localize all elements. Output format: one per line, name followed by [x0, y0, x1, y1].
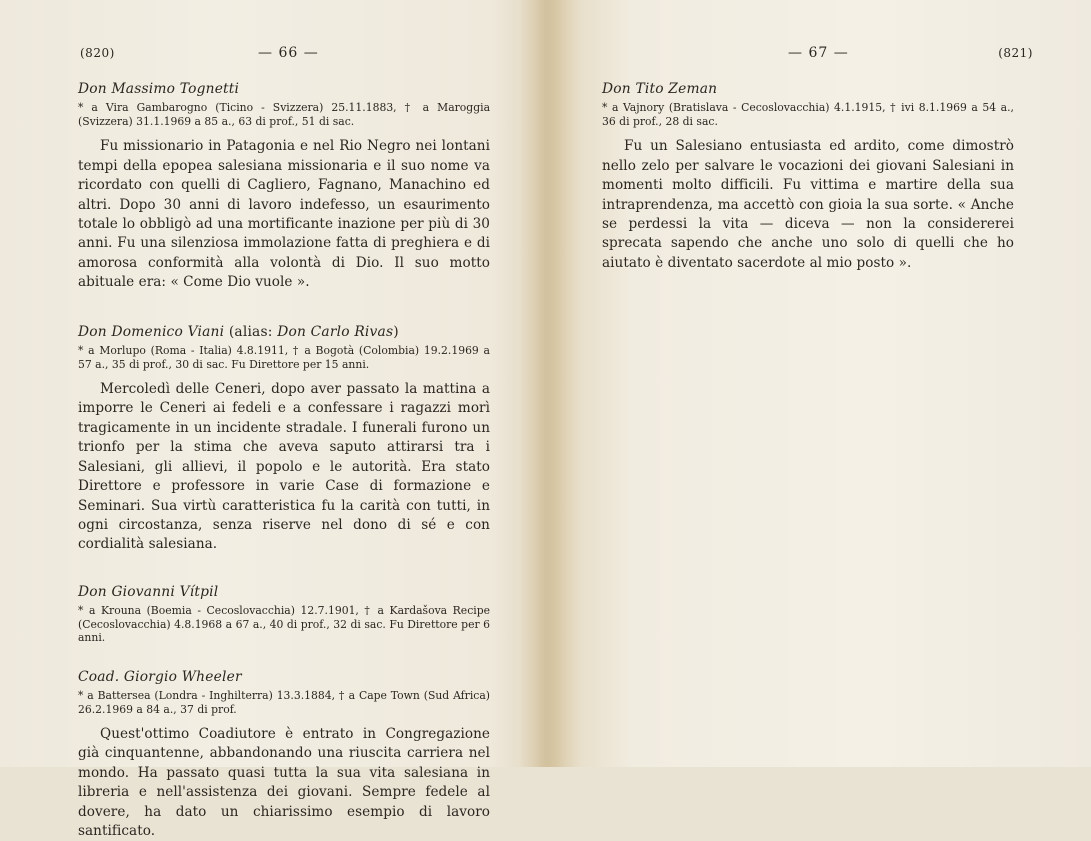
obituary-entry	[78, 583, 490, 645]
entry-body: Fu un Salesiano entusiasta ed ardito, come dimostrò nello zelo per salvare le vocazioni dei giovani Salesiani in momenti molto difficili. Fu vittima e martire della sua intraprendenza, ma accettò con gioia la sua sorte. « Anche se perdessi la vita — diceva — non la considererei sprecata sapendo che anche uno solo di quelli che ho aiutato è diventato sacerdote al mio posto ».	[602, 138, 1014, 271]
entry-name-alias-close: )	[393, 323, 399, 340]
entry-body: Fu missionario in Patagonia e nel Rio Negro nei lontani tempi della epopea salesiana missionaria e il suo nome va ricordato con quelli di Cagliero, Fagnano, Manachino ed altri. Dopo 30 anni di lavoro indefesso, un esaurimento totale lo obbligò ad una mortificante inazione per più di 30 anni. Fu una silenziosa immolazione fatta di preghiera e di amorosa conformità alla volontà di Dio. Il suo motto abituale era: « Come Dio vuole ».	[78, 138, 490, 291]
right-column	[602, 80, 1014, 273]
entry-name-alias: Don Carlo Rivas	[277, 323, 394, 340]
entry-name-main: Don Domenico Viani	[78, 323, 225, 340]
entry-name: Don Giovanni Vítpil	[78, 583, 219, 600]
entry-meta: * a Morlupo (Roma - Italia) 4.8.1911, † a Bogotà (Colombia) 19.2.1969 a 57 a., 35 di prof., 30 di sac. Fu Direttore per 15 anni.	[78, 344, 490, 371]
obituary-entry	[78, 668, 490, 841]
entry-name: Coad. Giorgio Wheeler	[78, 668, 242, 685]
obituary-entry	[78, 80, 490, 293]
entry-body: Mercoledì delle Ceneri, dopo aver passato la mattina a imporre le Ceneri ai fedeli e a confessare i ragazzi morì tragicamente in un incidente stradale. I funerali furono un trionfo per la stima che aveva saputo attirarsi tra i Salesiani, gli allievi, il popolo e le autorità. Era stato Direttore e professore in varie Case di formazione e Seminari. Sua virtù caratteristica fu la carità con tutti, in ogni circostanza, senza riserve nel dono di sé e con cordialità salesiana.	[78, 381, 490, 553]
obituary-entry	[78, 323, 490, 555]
entry-body: Quest'ottimo Coadiutore è entrato in Congregazione già cinquantenne, abbandonando una riuscita carriera nel mondo. Ha passato quasi tutta la sua vita salesiana in libreria e nell'assistenza dei giovani. Sempre fedele al dovere, ha dato un chiarissimo esempio di lavoro santificato.	[78, 726, 490, 840]
entry-name-alias-open: (alias:	[224, 323, 278, 340]
entry-meta: * a Vira Gambarogno (Ticino - Svizzera) 25.11.1883, † a Maroggia (Svizzera) 31.1.1969 a 85 a., 63 di prof., 51 di sac.	[78, 101, 490, 128]
right-folio: (821)	[998, 46, 1033, 60]
right-page-number: — 67 —	[788, 45, 849, 61]
entry-meta: * a Battersea (Londra - Inghilterra) 13.3.1884, † a Cape Town (Sud Africa) 26.2.1969 a 84 a., 37 di prof.	[78, 689, 490, 716]
left-folio: (820)	[80, 46, 115, 60]
entry-meta: * a Krouna (Boemia - Cecoslovacchia) 12.7.1901, † a Kardašova Recipe (Cecoslovacchia) 4.8.1968 a 67 a., 40 di prof., 32 di sac. Fu Direttore per 6 anni.	[78, 604, 490, 645]
left-page-number: — 66 —	[258, 45, 319, 61]
obituary-entry	[602, 80, 1014, 273]
entry-name: Don Tito Zeman	[602, 81, 718, 97]
entry-meta: * a Vajnory (Bratislava - Cecoslovacchia) 4.1.1915, † ivi 8.1.1969 a 54 a., 36 di prof., 28 di sac.	[602, 101, 1014, 128]
left-column	[78, 80, 490, 841]
right-page	[545, 0, 1091, 767]
left-page	[0, 0, 545, 840]
entry-name: Don Massimo Tognetti	[78, 81, 240, 97]
entry-name	[78, 323, 490, 342]
